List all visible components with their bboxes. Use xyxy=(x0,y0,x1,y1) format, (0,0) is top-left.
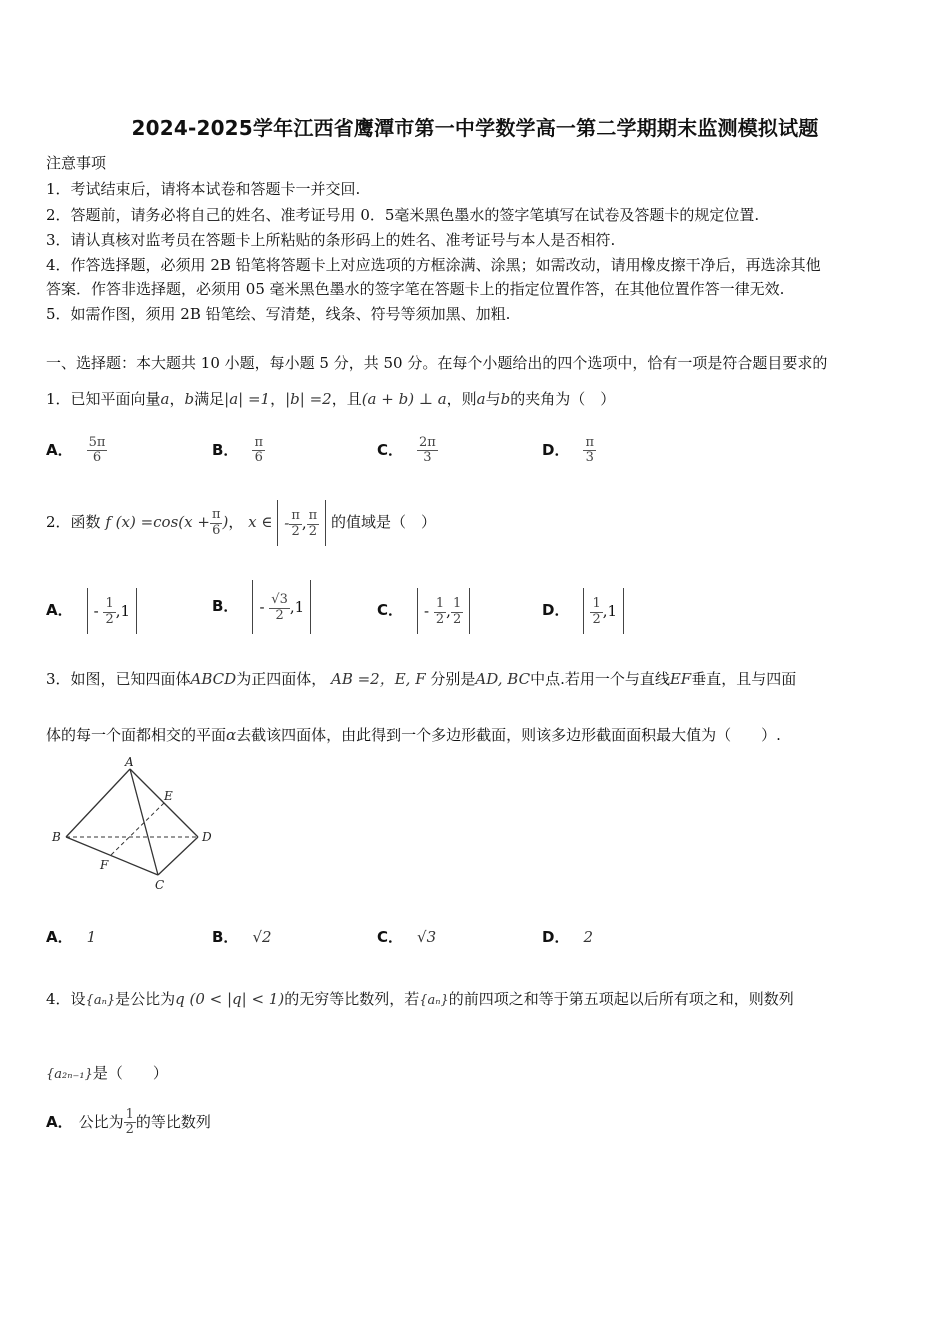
q2-option-c[interactable]: C． - $\frac{1}{2}$ , $\frac{1}{2}$ xyxy=(377,588,470,634)
edge-bc xyxy=(66,837,158,875)
q3-option-d[interactable]: D． 2 xyxy=(542,928,593,946)
segment-ef xyxy=(110,803,164,856)
question-4-line-2: {a₂ₙ₋₁}是（ ） xyxy=(46,1064,168,1082)
notice-item: 答案．作答非选择题，必须用 05 毫米黑色墨水的签字笔在答题卡上的指定位置作答，在其他位置作答一律无效. xyxy=(46,280,785,298)
label-f: F xyxy=(100,858,109,872)
edge-ab xyxy=(66,769,130,837)
question-4-line-1: 4．设{aₙ}是公比为q (0 < |q| < 1)的无穷等比数列，若{aₙ}的前四项之和等于第五项起以后所有项之和，则数列 xyxy=(46,990,794,1008)
q2-option-b[interactable]: B． - $\frac{√3}{2}$ ,1 xyxy=(212,580,311,634)
tetrahedron-figure xyxy=(46,755,226,900)
label-d: D xyxy=(202,830,212,844)
q1-option-d[interactable]: D． $\frac{\pi}{3}$ xyxy=(542,435,594,466)
question-3-line-2: 体的每一个面都相交的平面α去截该四面体，由此得到一个多边形截面，则该多边形截面面积最大值为（ ）. xyxy=(46,726,781,744)
page-title: 2024-2025学年江西省鹰潭市第一中学数学高一第二学期期末监测模拟试题 xyxy=(131,116,819,140)
q1-option-b[interactable]: B． $\frac{\pi}{6}$ xyxy=(212,435,263,466)
notice-item: 2．答题前，请务必将自己的姓名、准考证号用 0．5毫米黑色墨水的签字笔填写在试卷及答题卡的规定位置. xyxy=(46,206,760,224)
label-c: C xyxy=(155,878,165,892)
question-2: 2．函数 f (x) =cos(x + $\frac{\pi}{6}$ )， x ∈ - $\frac{\pi}{2}$ , $\frac{\pi}{2}$ 的值域是（ ） xyxy=(46,500,436,546)
notice-heading: 注意事项 xyxy=(46,154,107,172)
section-heading: 一、选择题：本大题共 10 小题，每小题 5 分，共 50 分。在每个小题给出的四个选项中，恰有一项是符合题目要求的 xyxy=(46,354,828,372)
q2-option-d[interactable]: D． $\frac{1}{2}$ ,1 xyxy=(542,588,624,634)
edge-dc xyxy=(158,837,198,875)
q3-option-b[interactable]: B． √2 xyxy=(212,928,272,946)
notice-item: 3．请认真核对监考员在答题卡上所粘贴的条形码上的姓名、准考证号与本人是否相符. xyxy=(46,231,616,249)
question-1: 1．已知平面向量a，b满足|a| =1，|b| =2，且(a + b) ⊥ a，则a与b的夹角为（ ） xyxy=(46,390,616,408)
label-a: A xyxy=(125,755,134,769)
q4-option-a[interactable]: A． 公比为 $\frac{1}{2}$ 的等比数列 xyxy=(46,1107,211,1138)
notice-item: 4．作答选择题，必须用 2B 铅笔将答题卡上对应选项的方框涂满、涂黑；如需改动，请用橡皮擦干净后，再选涂其他 xyxy=(46,256,821,274)
edge-ac xyxy=(130,769,158,875)
notice-item: 5．如需作图，须用 2B 铅笔绘、写清楚，线条、符号等须加黑、加粗. xyxy=(46,305,511,323)
label-b: B xyxy=(52,830,61,844)
q3-option-a[interactable]: A． 1 xyxy=(46,928,97,946)
q1-option-a[interactable]: A． $\frac{5\pi}{6}$ xyxy=(46,435,106,466)
q1-option-c[interactable]: C． $\frac{2\pi}{3}$ xyxy=(377,435,436,466)
q2-option-a[interactable]: A． - $\frac{1}{2}$ ,1 xyxy=(46,588,137,634)
label-e: E xyxy=(164,789,173,803)
q3-option-c[interactable]: C． √3 xyxy=(377,928,437,946)
notice-item: 1．考试结束后，请将本试卷和答题卡一并交回. xyxy=(46,180,361,198)
question-3-line-1: 3．如图，已知四面体ABCD为正四面体， AB =2，E, F 分别是AD, BC中点.若用一个与直线EF垂直，且与四面 xyxy=(46,670,797,688)
